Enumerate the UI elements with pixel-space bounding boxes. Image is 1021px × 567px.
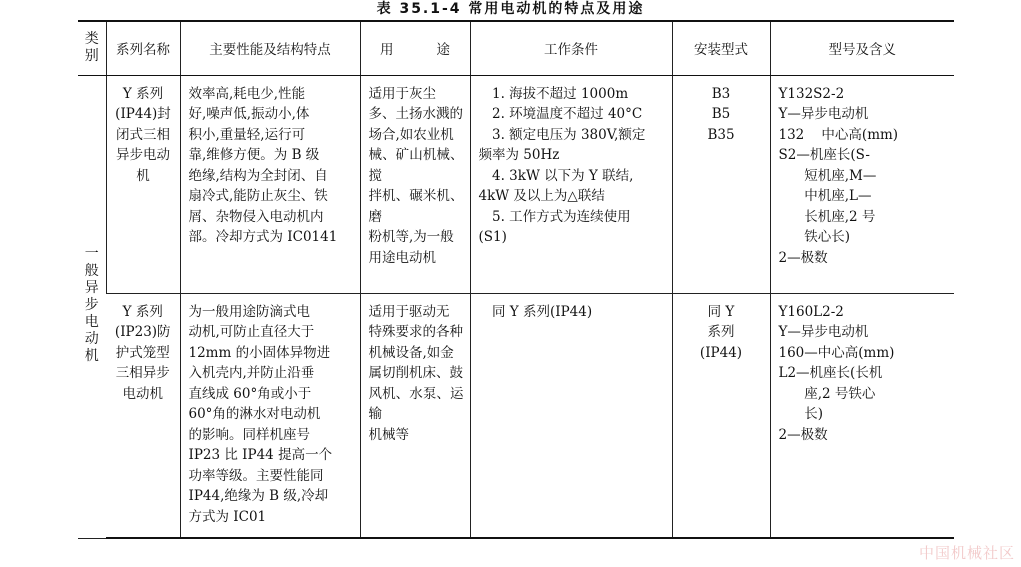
cell-line: 系列: [707, 324, 735, 340]
cell-line: 频率为 50Hz: [478, 147, 560, 163]
cell-line: 护式笼型: [115, 344, 170, 361]
cell-line: 效率高,耗电少,性能: [188, 85, 306, 102]
cell-line: Y—异步电动机: [778, 324, 869, 340]
cell-line: 铁心长): [778, 229, 851, 245]
cell-line: 2. 环境温度不超过 40°C: [492, 106, 643, 122]
cell-line: B3: [711, 85, 731, 102]
cell-line: 适用于灰尘: [368, 85, 436, 102]
mounting-cell: [672, 293, 770, 538]
cell-line: 直线成 60°角或小于: [188, 385, 312, 402]
cell-line: 多、土扬水溅的: [368, 106, 463, 122]
cell-line: 好,噪声低,振动小,体: [188, 106, 310, 122]
features-cell: [180, 75, 360, 293]
cell-line: IP44,绝缘为 B 级,冷却: [188, 488, 329, 504]
cell-line: Y132S2-2: [778, 85, 845, 102]
cell-line: 功率等级。主要性能同: [188, 467, 324, 484]
series-name-cell: [106, 75, 180, 293]
cell-line: 电动机: [122, 385, 163, 402]
cell-line: IP23 比 IP44 提高一个: [188, 447, 333, 463]
cell-line: 方式为 IC01: [188, 508, 267, 525]
model-cell: [770, 293, 954, 538]
model-cell: [770, 75, 954, 293]
cell-line: 三相异步: [115, 365, 170, 381]
cell-line: 2—极数: [778, 426, 828, 443]
cell-line: 中机座,L—: [778, 188, 872, 204]
series-name-cell: [106, 293, 180, 538]
cell-line: B5: [711, 106, 731, 122]
cell-line: 部。冷却方式为 IC0141: [188, 229, 338, 245]
cell-line: 风机、水泵、运输: [368, 385, 464, 422]
cell-line: 闭式三相: [116, 126, 170, 143]
cell-line: 用途电动机: [368, 249, 436, 266]
header-conditions: 工作条件: [470, 21, 672, 75]
watermark: 中国机械社区: [918, 544, 1015, 562]
cell-line: 特殊要求的各种: [368, 324, 463, 340]
cell-line: Y 系列: [122, 85, 164, 102]
cell-line: 4kW 及以上为△联结: [478, 188, 605, 204]
header-category: 类别: [78, 21, 106, 75]
features-cell: [180, 293, 360, 538]
cell-line: 粉机等,为一般: [368, 229, 454, 245]
cell-line: 机械设备,如金: [368, 344, 454, 361]
cell-line: 机械等: [368, 426, 409, 443]
header-model: 型号及含义: [770, 21, 954, 75]
cell-line: 5. 工作方式为连续使用: [492, 208, 631, 225]
header-features: 主要性能及结构特点: [180, 21, 360, 75]
cell-line: L2—机座长(长机: [778, 365, 883, 381]
cell-line: (S1): [478, 229, 507, 245]
motor-features-table: [78, 20, 954, 539]
cell-line: 160—中心高(mm): [778, 344, 895, 361]
cell-line: 的影响。同样机座号: [188, 426, 310, 443]
cell-line: 屑、杂物侵入电动机内: [188, 208, 324, 225]
category-label: 一般异步电动机: [84, 246, 99, 365]
table-row: [78, 75, 954, 293]
header-series-name: 系列名称: [106, 21, 180, 75]
cell-line: 适用于驱动无: [368, 303, 450, 320]
cell-line: 4. 3kW 以下为 Y 联结,: [492, 167, 634, 184]
cell-line: Y160L2-2: [778, 303, 844, 320]
cell-line: 械、矿山机械、搅: [368, 147, 464, 184]
cell-line: 场合,如农业机: [368, 126, 454, 143]
cell-line: (IP23)防: [114, 324, 171, 340]
cell-line: 同 Y 系列(IP44): [492, 303, 593, 320]
cell-line: 绝缘,结构为全封闭、自: [188, 167, 328, 184]
cell-line: 异步电动: [116, 147, 170, 163]
conditions-cell: [470, 75, 672, 293]
cell-line: (IP44): [699, 344, 743, 361]
use-cell: [360, 293, 470, 538]
cell-line: 长): [778, 406, 824, 422]
cell-line: 动机,可防止直径大于: [188, 324, 315, 340]
cell-line: 短机座,M—: [778, 167, 877, 184]
cell-line: Y—异步电动机: [778, 106, 869, 122]
cell-line: S2—机座长(S-: [778, 147, 870, 163]
cell-line: 靠,维修方便。为 B 级: [188, 147, 320, 163]
mounting-cell: [672, 75, 770, 293]
cell-line: 座,2 号铁心: [778, 385, 876, 402]
cell-line: 1. 海拔不超过 1000m: [492, 85, 629, 102]
cell-line: 同 Y: [707, 303, 735, 320]
cell-line: 积小,重量轻,运行可: [188, 126, 306, 143]
header-mounting: 安装型式: [672, 21, 770, 75]
conditions-cell: [470, 293, 672, 538]
cell-line: 拌机、碾米机、磨: [368, 188, 464, 225]
cell-line: 长机座,2 号: [778, 208, 876, 225]
cell-line: 扇冷式,能防止灰尘、铁: [188, 188, 328, 204]
cell-line: (IP44)封: [115, 106, 171, 122]
use-cell: [360, 75, 470, 293]
header-row: [78, 21, 954, 75]
cell-line: B35: [707, 126, 735, 143]
cell-line: 2—极数: [778, 249, 828, 266]
cell-line: 入机壳内,并防止沿垂: [188, 365, 315, 381]
cell-line: 132 中心高(mm): [778, 126, 899, 143]
cell-line: 60°角的淋水对电动机: [188, 406, 321, 422]
header-use: 用 途: [360, 21, 470, 75]
cell-line: 12mm 的小固体异物进: [188, 344, 331, 361]
cell-line: Y 系列: [122, 303, 163, 320]
cell-line: 为一般用途防滴式电: [188, 303, 310, 320]
cell-line: 机: [136, 167, 150, 184]
category-cell: [78, 75, 106, 538]
cell-line: 3. 额定电压为 380V,额定: [492, 126, 646, 143]
table-title: 表 35.1-4 常用电动机的特点及用途: [376, 1, 645, 17]
table-row: [78, 293, 954, 538]
cell-line: 属切削机床、鼓: [368, 365, 463, 381]
